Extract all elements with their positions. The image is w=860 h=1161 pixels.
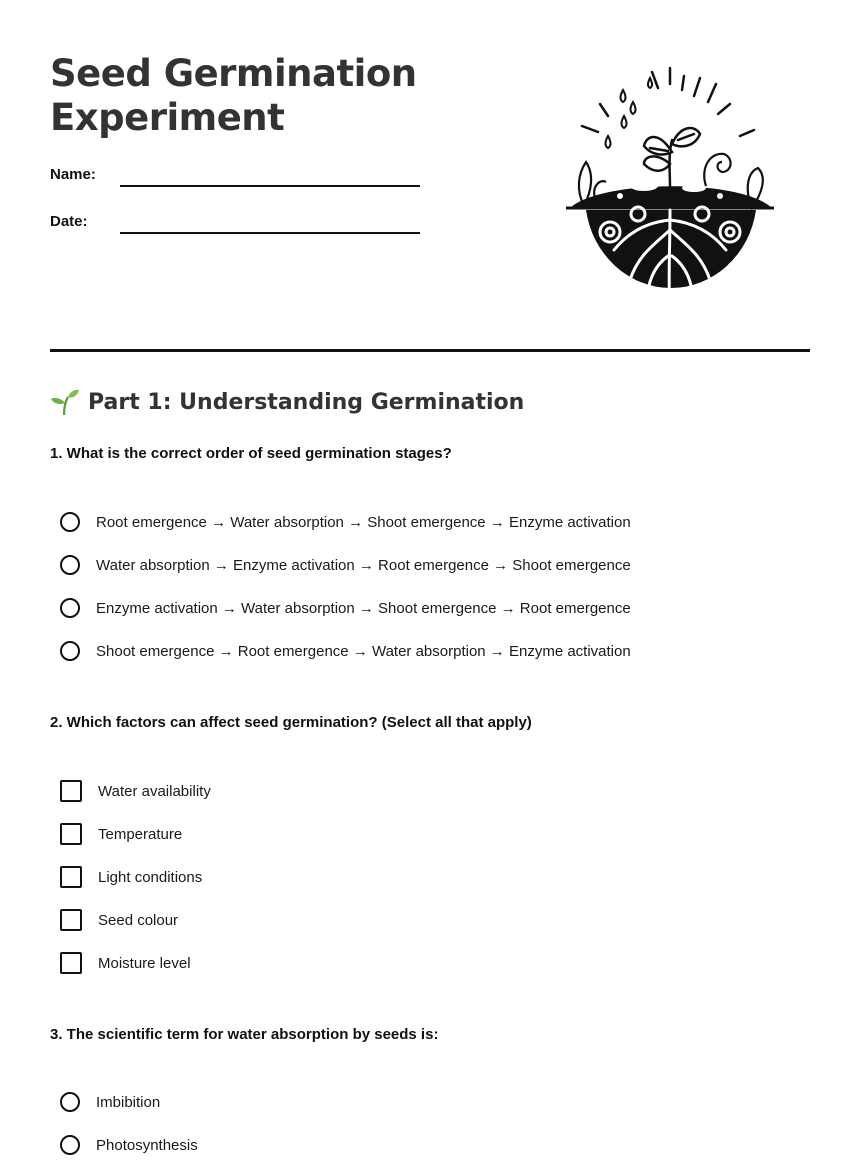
radio-button[interactable]	[60, 512, 80, 532]
q1-option-3[interactable]	[60, 595, 631, 621]
worksheet-title: Seed Germination Experiment	[50, 52, 417, 139]
q2-option-2[interactable]	[60, 821, 182, 847]
radio-button[interactable]	[60, 555, 80, 575]
radio-button[interactable]	[60, 598, 80, 618]
radio-button[interactable]	[60, 641, 80, 661]
q2-option-4[interactable]	[60, 907, 178, 933]
option-label: Water availability	[98, 782, 211, 800]
option-label: Root emergence → Water absorption → Shoot emergence → Enzyme activation	[96, 513, 631, 531]
seedling-globe-illustration	[560, 60, 780, 322]
option-label: Light conditions	[98, 868, 203, 886]
date-input-line[interactable]	[120, 232, 420, 234]
checkbox[interactable]	[60, 866, 82, 888]
radio-button[interactable]	[60, 1135, 80, 1155]
checkbox[interactable]	[60, 909, 82, 931]
option-label: Photosynthesis	[96, 1136, 198, 1154]
option-label: Moisture level	[98, 954, 191, 972]
q1-option-1[interactable]	[60, 509, 631, 535]
q2-option-3[interactable]	[60, 864, 202, 890]
option-label: Temperature	[98, 825, 183, 843]
header-divider	[50, 349, 810, 352]
date-label: Date:	[50, 213, 88, 230]
question-3: 3. The scientific term for water absorption by seeds is:	[50, 1026, 439, 1043]
part1-title: Part 1: Understanding Germination	[88, 389, 525, 415]
option-label: Water absorption → Enzyme activation → Root emergence → Shoot emergence	[96, 556, 631, 574]
name-input-line[interactable]	[120, 185, 420, 187]
question-2: 2. Which factors can affect seed germination? (Select all that apply)	[50, 714, 532, 731]
part1-heading	[50, 388, 524, 416]
option-label: Seed colour	[98, 911, 179, 929]
q2-option-5[interactable]	[60, 950, 191, 976]
question-1: 1. What is the correct order of seed germination stages?	[50, 445, 452, 462]
radio-button[interactable]	[60, 1092, 80, 1112]
checkbox[interactable]	[60, 780, 82, 802]
option-label: Shoot emergence → Root emergence → Water absorption → Enzyme activation	[96, 642, 631, 660]
name-field[interactable]	[50, 166, 430, 196]
checkbox[interactable]	[60, 823, 82, 845]
option-label: Enzyme activation → Water absorption → Shoot emergence → Root emergence	[96, 599, 631, 617]
q3-option-1[interactable]	[60, 1089, 160, 1115]
name-label: Name:	[50, 166, 96, 183]
date-field[interactable]	[50, 213, 430, 243]
q1-option-4[interactable]	[60, 638, 631, 664]
option-label: Imbibition	[96, 1093, 161, 1111]
q1-option-2[interactable]	[60, 552, 631, 578]
q3-option-2[interactable]	[60, 1132, 198, 1158]
q2-option-1[interactable]	[60, 778, 211, 804]
seedling-icon	[50, 388, 80, 416]
checkbox[interactable]	[60, 952, 82, 974]
